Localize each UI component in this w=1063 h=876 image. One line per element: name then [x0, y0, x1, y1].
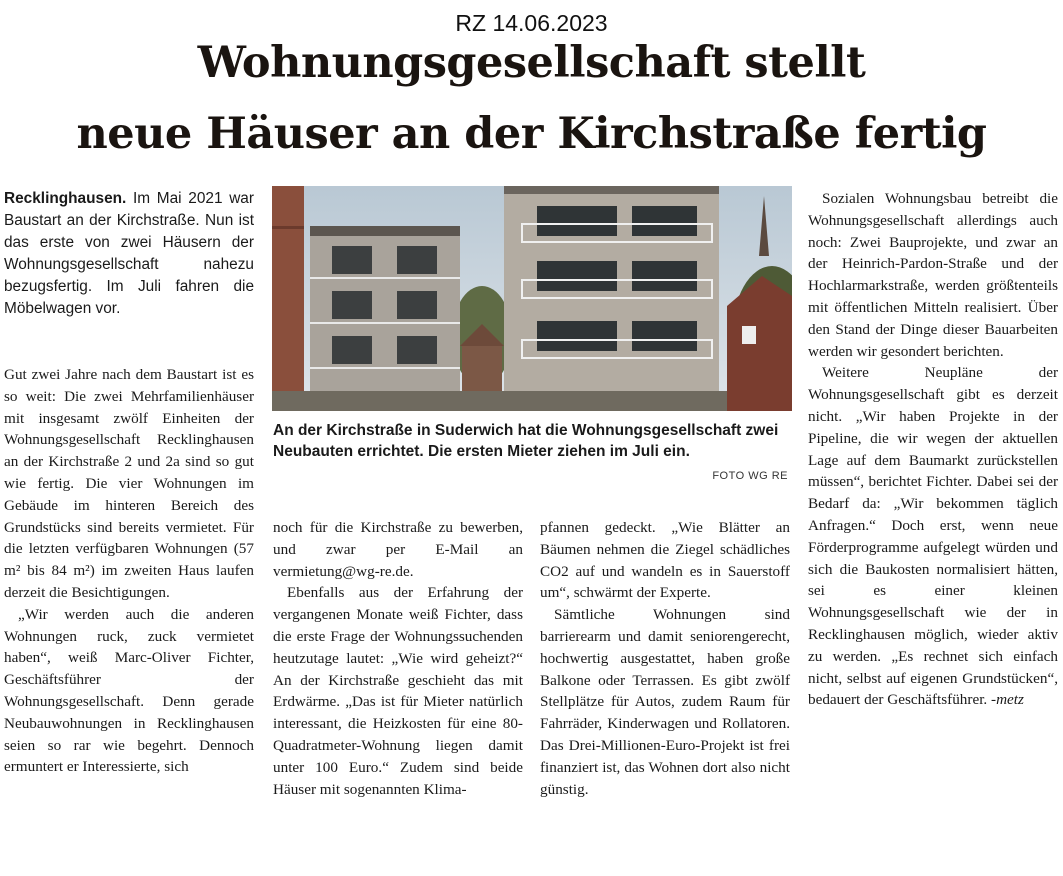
col1-paragraph-1: Gut zwei Jahre nach dem Baustart ist es so weit: Die zwei Mehrfamilienhäuser mit insgesamt zwölf Einheiten der Wohnungsgesellschaft Recklinghausen an der Kirchstraße 2 und 2a sind so gut wie fertig. Die vier Wohnungen im Gebäude im hinteren Bereich des Grundstücks sind bereits vermietet. Für die letzten verfügbaren Wohnungen (57 m² bis 84 m²) im zweiten Haus laufen derzeit die Besichtigungen.: [4, 366, 254, 601]
column-1: [4, 364, 254, 778]
col4-paragraph-1: Sozialen Wohnungsbau betreibt die Wohnungsgesellschaft allerdings auch noch: Zwei Bauprojekte, und zwar an der Heinrich-Pardon-Straße und der Hochlarmarkstraße, werden größtenteils mit öffentlichen Mitteln realisiert. Über den Stand der Dinge dieser Bauarbeiten werden wir gesondert berichten.: [808, 190, 1058, 360]
col4-paragraph-2: [808, 362, 1058, 711]
lead-text: Im Mai 2021 war Baustart an der Kirchstraße. Nun ist das erste von zwei Häusern der Wohnungsgesellschaft nahezu bezugsfertig. Im Juli fahren die Möbelwagen vor.: [4, 190, 254, 317]
dateline: RZ 14.06.2023: [455, 10, 608, 36]
column-3: [540, 517, 790, 800]
col2-paragraph-1: noch für die Kirchstraße zu bewerben, und zwar per E-Mail an vermietung@wg-re.de.: [273, 519, 523, 580]
photo-caption: An der Kirchstraße in Suderwich hat die Wohnungsgesellschaft zwei Neubauten errichtet. Die ersten Mieter ziehen im Juli ein.: [273, 422, 779, 460]
column-4: [808, 188, 1058, 711]
column-2: [273, 517, 523, 800]
photo-credit: FOTO WG RE: [712, 470, 788, 482]
col3-paragraph-1: pfannen gedeckt. „Wie Blätter an Bäumen nehmen die Ziegel schädliches CO2 auf und wandeln es in Sauerstoff um“, schwärmt der Experte.: [540, 519, 790, 602]
col1-paragraph-2: „Wir werden auch die anderen Wohnungen ruck, zuck vermietet haben“, weiß Marc-Oliver Fichter, Geschäftsführer der Wohnungsgesellschaft. Denn gerade Neubauwohnungen in Recklinghausen seien so rar wie begehrt. Dennoch ermuntert er Interessierte, sich: [4, 605, 254, 776]
lead-paragraph: [4, 188, 254, 320]
article-photo: [272, 186, 792, 411]
col3-paragraph-2: Sämtliche Wohnungen sind barrierearm und damit seniorengerecht, hochwertig ausgestattet, haben große Balkone oder Terrassen. Es gibt zwölf Stellplätze für Autos, zudem Raum für Fahrräder, Kinderwagen und Rollatoren. Das Drei-Millionen-Euro-Projekt ist frei finanziert ist, das Wohnen dort also nicht günstig.: [540, 606, 790, 798]
col2-paragraph-2: Ebenfalls aus der Erfahrung der vergangenen Monate weiß Fichter, dass die erste Frage der Wohnungssuchenden heutzutage lautet: „Wie wird geheizt?“ An der Kirchstraße geschieht das mit Erdwärme. „Das ist für Mieter natürlich interessant, die Heizkosten für eine 80-Quadratmeter-Wohnung liegen damit unter 100 Euro.“ Zudem sind beide Häuser mit sogenannten Klima-: [273, 584, 523, 798]
author-signature: -metz: [991, 691, 1024, 709]
headline-line-1: Wohnungsgesellschaft stellt: [197, 38, 866, 88]
houses-photo-image: [272, 186, 792, 411]
col4-paragraph-2-text: Weitere Neupläne der Wohnungsgesellschaft gibt es derzeit nicht. „Wir haben Projekte in der Pipeline, die wir wegen der aktuellen Lage auf dem Baumarkt zurückstellen müssen“, berichtet Fichter. Dabei sei der Bedarf da: „Wir bekommen täglich Anfragen.“ Doch erst, wenn neue Förderprogramme aufgelegt würden und sich die Baukosten normalisiert hätten, sei es einer kleinen Wohnungsgesellschaft wie der in Recklinghausen möglich, wieder aktiv zu werden. „Es rechnet sich einfach nicht, selbst auf eigenen Grundstücken“, bedauert der Geschäftsführer.: [808, 364, 1058, 709]
lead-place: Recklinghausen.: [4, 190, 127, 207]
headline-line-2: neue Häuser an der Kirchstraße fertig: [76, 109, 987, 159]
